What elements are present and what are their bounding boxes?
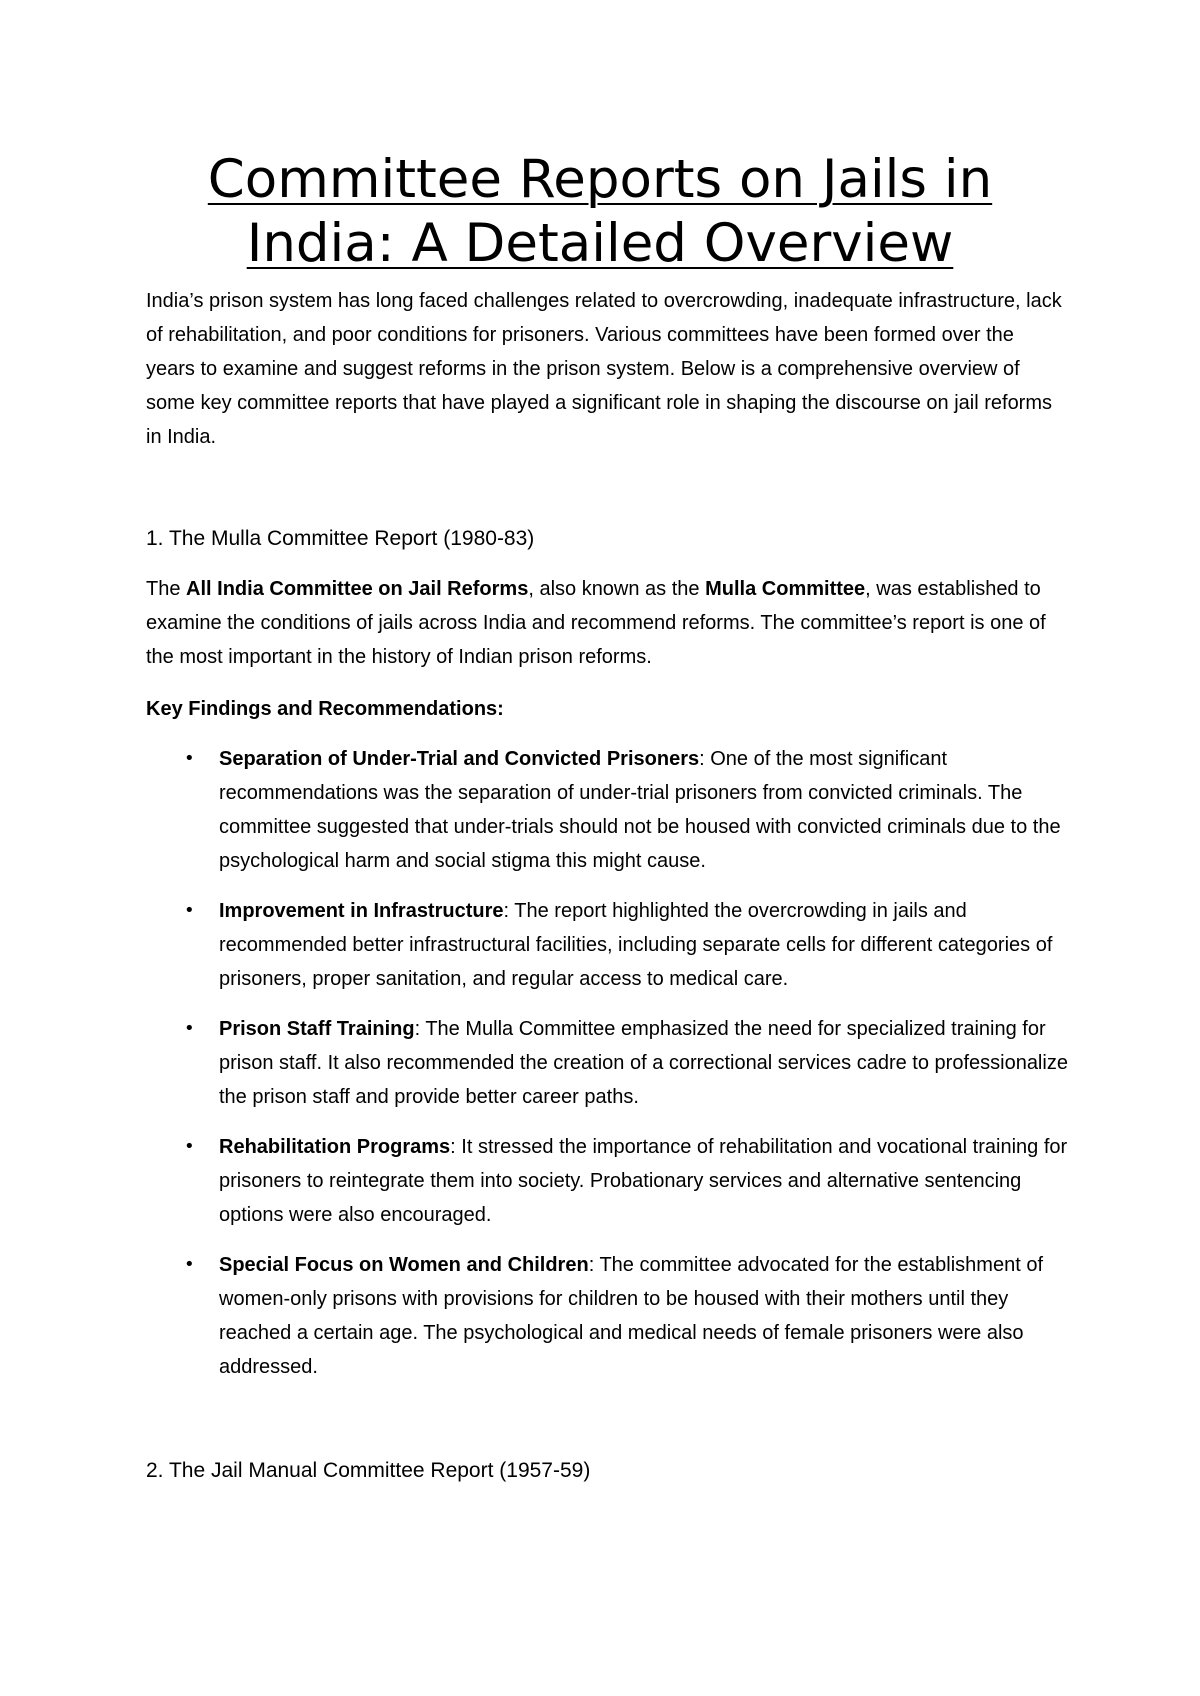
list-item-title: Special Focus on Women and Children xyxy=(219,1254,589,1276)
list-item-text: : It stressed the importance of rehabilitation and vocational training for prisoners to reintegrate them into society. Probationary services and alternative sentencing options were also encouraged. xyxy=(219,1136,1068,1226)
paragraph-bold-text: Mulla Committee xyxy=(705,578,866,600)
section-heading-jail-manual-committee: 2. The Jail Manual Committee Report (1957-59) xyxy=(146,1459,591,1482)
bullet-icon: • xyxy=(184,1018,195,1039)
list-item-text: : The report highlighted the overcrowding in jails and recommended better infrastructural facilities, including separate cells for different categories of prisoners, proper sanitation, and regular access to medical care. xyxy=(219,900,1053,990)
paragraph-text: , also known as the xyxy=(528,578,706,600)
list-item-title: Prison Staff Training xyxy=(219,1018,415,1040)
list-item xyxy=(146,742,1076,878)
document-title: Committee Reports on Jails in India: A Detailed Overview xyxy=(207,149,993,274)
list-item-text: : The committee advocated for the establishment of women-only prisons with provisions for children to be housed with their mothers until they reached a certain age. The psychological and medical needs of female prisoners were also addressed. xyxy=(219,1254,1044,1378)
list-item xyxy=(146,894,1076,996)
paragraph-text: , was established to examine the conditions of jails across India and recommend reforms. The committee’s report is one of the most important in the history of Indian prison reforms. xyxy=(146,578,1046,668)
section-heading-mulla-committee: 1. The Mulla Committee Report (1980-83) xyxy=(146,527,535,550)
mulla-committee-paragraph xyxy=(146,572,1066,674)
recommendations-list xyxy=(146,742,1076,1400)
bullet-icon: • xyxy=(184,1136,195,1157)
list-item xyxy=(146,1012,1076,1114)
bullet-icon: • xyxy=(184,900,195,921)
list-item-title: Rehabilitation Programs xyxy=(219,1136,451,1158)
bullet-icon: • xyxy=(184,748,195,769)
list-item xyxy=(146,1248,1076,1384)
list-item-text: : The Mulla Committee emphasized the need for specialized training for prison staff. It also recommended the creation of a correctional services cadre to professionalize the prison staff and provide better career paths. xyxy=(219,1018,1068,1108)
list-item-title: Separation of Under-Trial and Convicted Prisoners xyxy=(219,748,700,770)
bullet-icon: • xyxy=(184,1254,195,1275)
key-findings-subheading: Key Findings and Recommendations: xyxy=(146,698,504,720)
list-item-text: : One of the most significant recommendations was the separation of under-trial prisoners from convicted criminals. The committee suggested that under-trials should not be housed with convicted criminals due to the psychological harm and social stigma this might cause. xyxy=(219,748,1061,872)
list-item-title: Improvement in Infrastructure xyxy=(219,900,504,922)
list-item xyxy=(146,1130,1076,1232)
paragraph-text: The xyxy=(146,578,187,600)
paragraph-bold-text: All India Committee on Jail Reforms xyxy=(186,578,529,600)
intro-paragraph: India’s prison system has long faced challenges related to overcrowding, inadequate infrastructure, lack of rehabilitation, and poor conditions for prisoners. Various committees have been formed over the years to examine and suggest reforms in the prison system. Below is a comprehensive overview of some key committee reports that have played a significant role in shaping the discourse on jail reforms in India. xyxy=(146,290,1062,448)
